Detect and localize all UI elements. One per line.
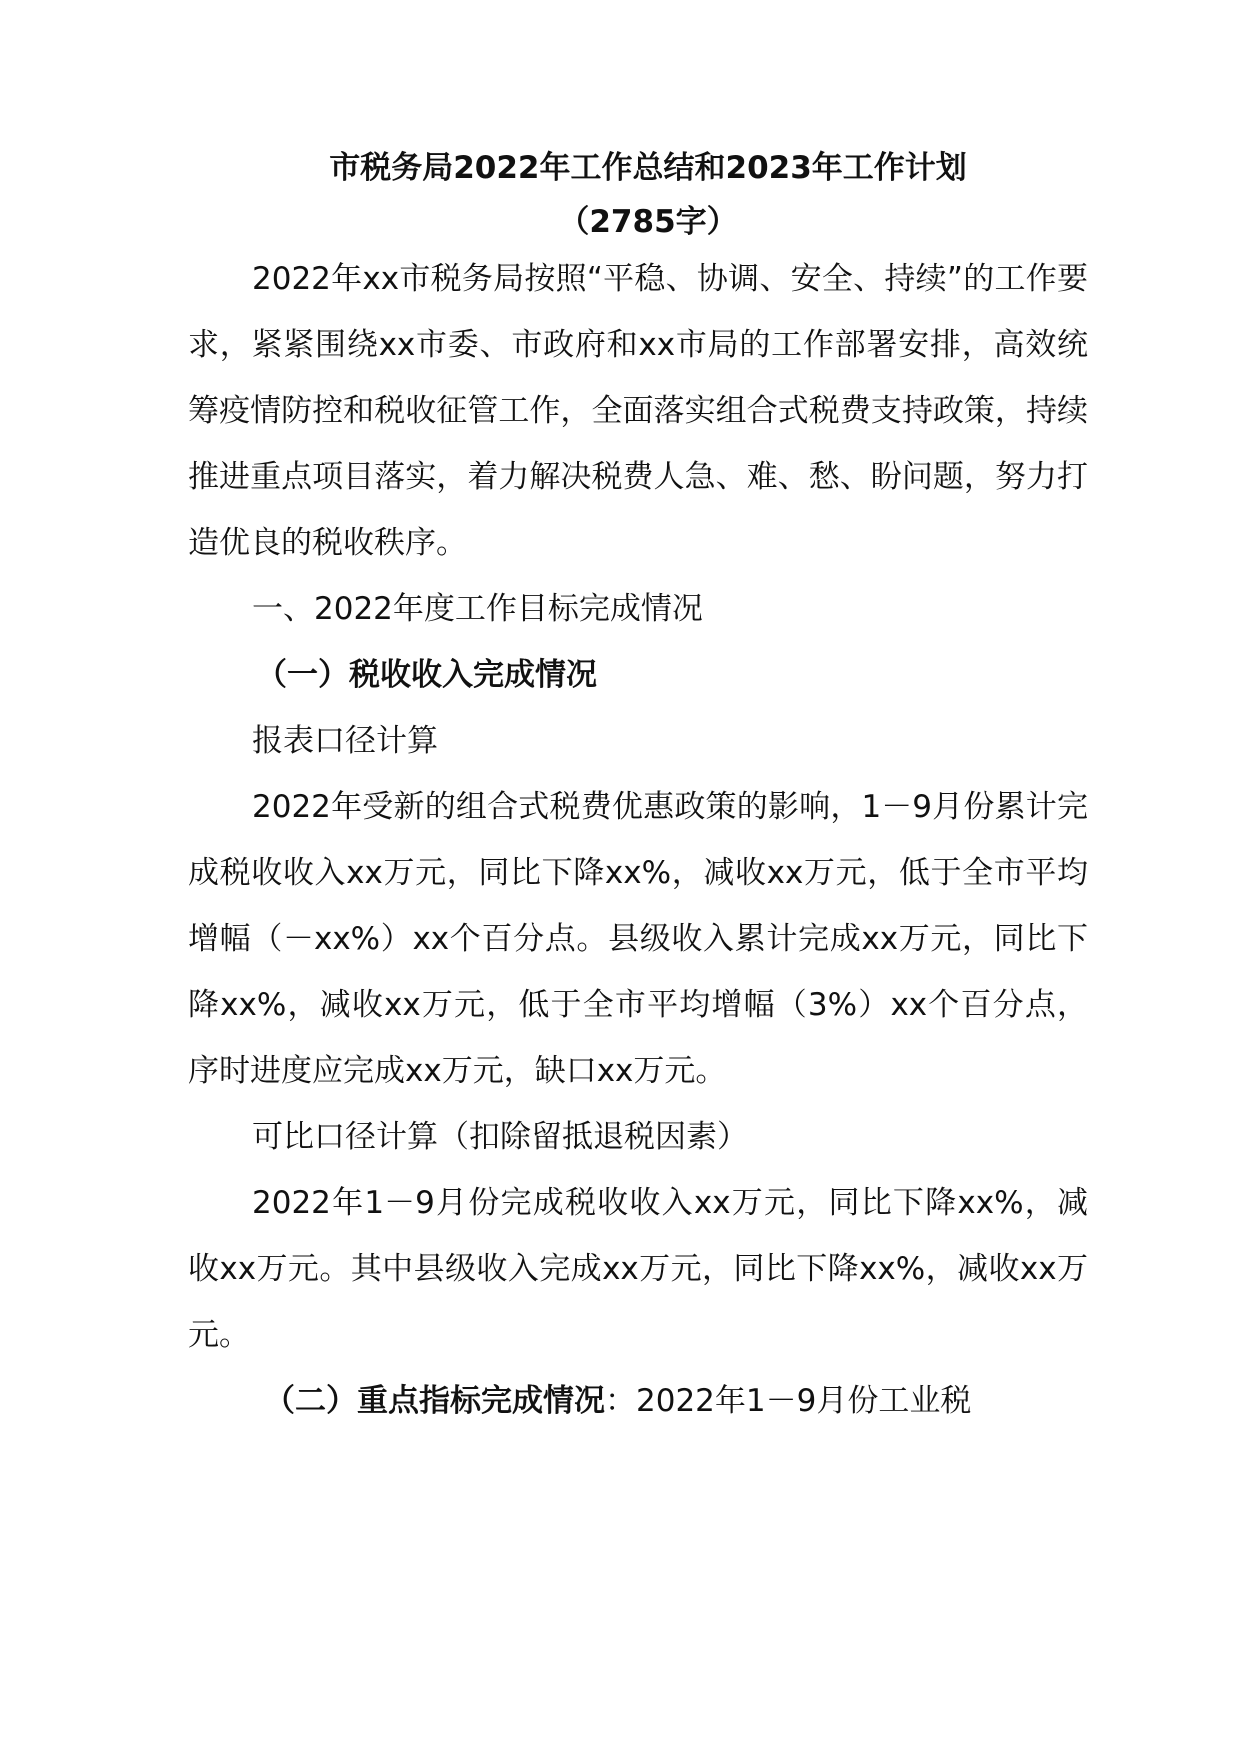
document-page [188, 148, 1088, 1434]
intro-paragraph: 2022年xx市税务局按照“平稳、协调、安全、持续”的工作要求，紧紧围绕xx市委、市政府和xx市局的工作部署安排，高效统筹疫情防控和税收征管工作，全面落实组合式税费支持政策，持续推进重点项目落实，着力解决税费人急、难、愁、盼问题，努力打造优良的税收秩序。 [188, 261, 1088, 561]
word-count: （2785字） [558, 204, 738, 240]
subsection-2-heading: （二）重点指标完成情况 [264, 1383, 605, 1419]
subsection-2-paragraph [188, 1368, 1088, 1434]
document-title: 市税务局2022年工作总结和2023年工作计划 [329, 150, 967, 186]
comparable-basis-paragraph: 2022年1－9月份完成税收收入xx万元，同比下降xx%，减收xx万元。其中县级收入完成xx万元，同比下降xx%，减收xx万元。 [188, 1185, 1088, 1353]
report-basis-paragraph: 2022年受新的组合式税费优惠政策的影响，1－9月份累计完成税收收入xx万元，同比下降xx%，减收xx万元，低于全市平均增幅（－xx%）xx个百分点。县级收入累计完成xx万元，同比下降xx%，减收xx万元，低于全市平均增幅（3%）xx个百分点，序时进度应完成xx万元，缺口xx万元。 [188, 789, 1088, 1089]
report-basis-label: 报表口径计算 [252, 723, 438, 759]
subsection-1-heading: （一）税收收入完成情况 [256, 657, 597, 693]
comparable-basis-label: 可比口径计算（扣除留抵退税因素） [252, 1119, 748, 1155]
section-1-heading: 一、2022年度工作目标完成情况 [252, 591, 703, 627]
subsection-2-text: ：2022年1－9月份工业税 [605, 1383, 972, 1419]
